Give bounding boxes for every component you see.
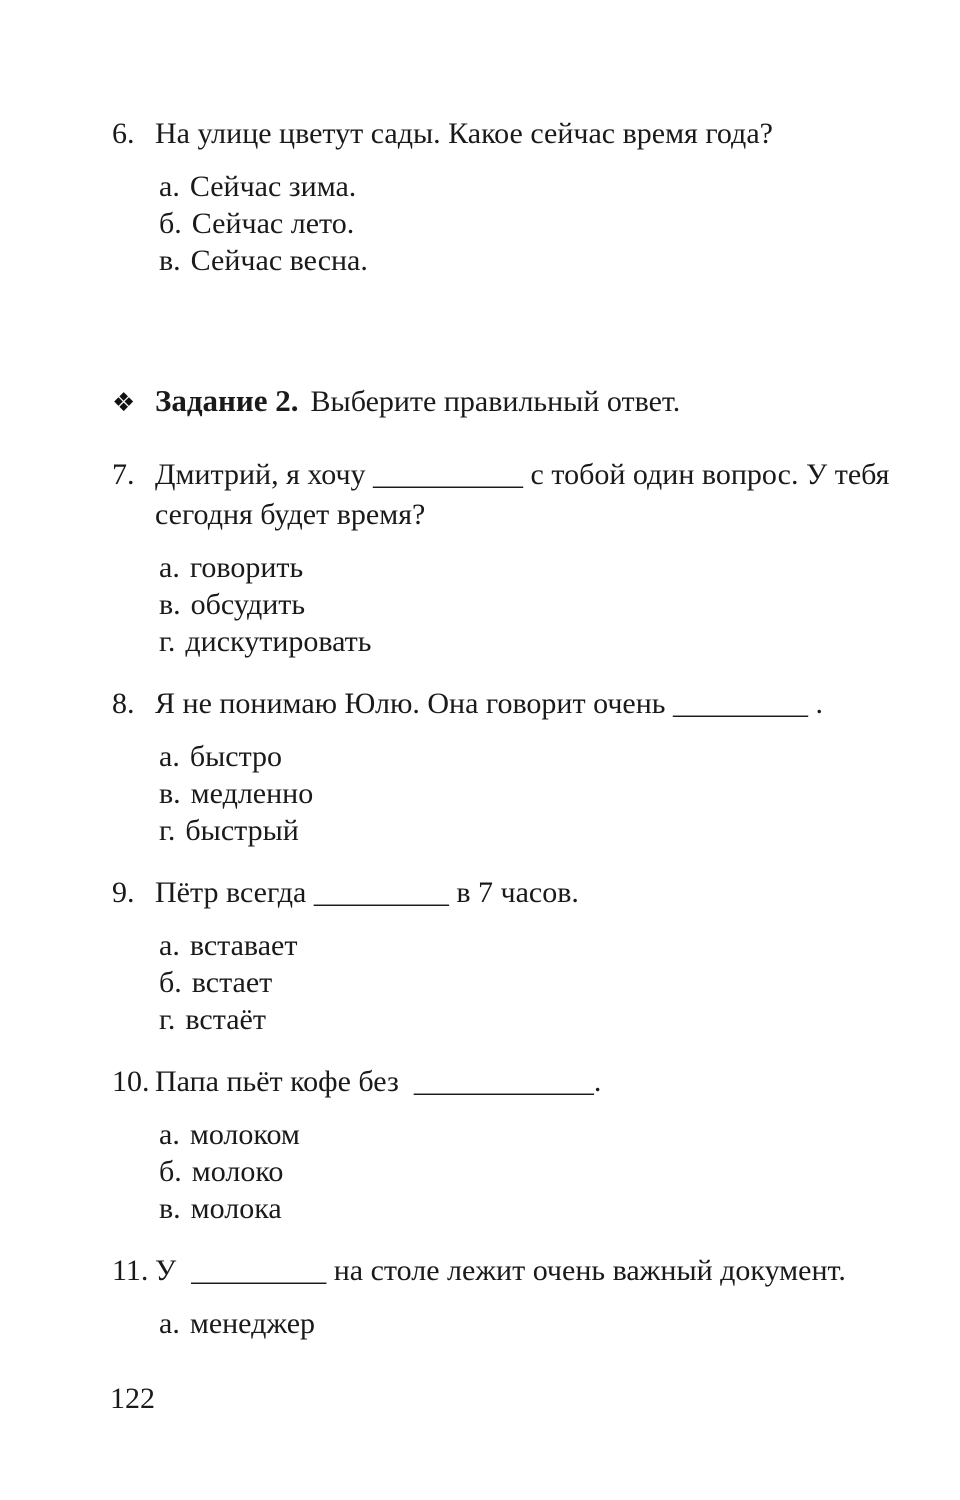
question-number: 9. — [112, 876, 135, 909]
option-letter: б. — [159, 207, 182, 240]
option-item — [159, 1190, 910, 1227]
options-list — [159, 1305, 910, 1342]
option-letter: г. — [159, 625, 176, 658]
option-item — [159, 812, 910, 849]
question-body — [155, 1062, 910, 1227]
option-item — [159, 775, 910, 812]
option-text: менеджер — [189, 1307, 316, 1340]
option-letter: а. — [159, 170, 180, 203]
options-list — [159, 168, 910, 279]
option-text: вставает — [189, 929, 298, 962]
question-body — [155, 873, 910, 1038]
page-number: 122 — [110, 1382, 155, 1415]
question-9 — [112, 873, 910, 1038]
question-text: Папа пьёт кофе без ____________. — [155, 1065, 602, 1098]
option-item — [159, 623, 910, 660]
option-letter: а. — [159, 551, 180, 584]
option-text: встаёт — [185, 1003, 266, 1036]
option-text: молоко — [191, 1155, 284, 1188]
question-body — [155, 114, 910, 279]
option-text: молоком — [189, 1118, 300, 1151]
option-letter: в. — [159, 777, 181, 810]
option-text: молока — [190, 1192, 282, 1225]
option-letter: б. — [159, 1155, 182, 1188]
section-title: Задание 2. — [155, 383, 299, 418]
option-letter: г. — [159, 814, 176, 847]
question-body — [155, 1251, 910, 1342]
option-text: встает — [191, 966, 273, 999]
option-text: обсудить — [190, 588, 306, 621]
question-text: У _________ на столе лежит очень важный документ. — [155, 1254, 846, 1287]
option-text: дискутировать — [185, 625, 372, 658]
option-letter: в. — [159, 1192, 181, 1225]
question-number: 8. — [112, 687, 135, 720]
question-text: Дмитрий, я хочу __________ с тобой один вопрос. У тебя сегодня будет время? — [155, 458, 890, 531]
option-text: говорить — [189, 551, 304, 584]
option-letter: г. — [159, 1003, 176, 1036]
option-text: Сейчас весна. — [190, 244, 368, 277]
options-list — [159, 738, 910, 849]
option-item — [159, 1305, 910, 1342]
option-item — [159, 1001, 910, 1038]
diamond-bullet-icon: ❖ — [112, 388, 136, 418]
option-item — [159, 549, 910, 586]
option-item — [159, 586, 910, 623]
question-text: Пётр всегда _________ в 7 часов. — [155, 876, 579, 909]
option-text: Сейчас лето. — [191, 207, 355, 240]
question-body — [155, 455, 910, 660]
question-number: 7. — [112, 458, 135, 491]
option-letter: а. — [159, 1118, 180, 1151]
option-item — [159, 738, 910, 775]
option-item — [159, 964, 910, 1001]
question-number: 11. — [112, 1254, 149, 1287]
option-item — [159, 168, 910, 205]
option-letter: а. — [159, 929, 180, 962]
section-header — [112, 379, 910, 425]
question-10 — [112, 1062, 910, 1227]
option-item — [159, 242, 910, 279]
option-letter: а. — [159, 1307, 180, 1340]
question-number: 10. — [112, 1065, 150, 1098]
option-letter: б. — [159, 966, 182, 999]
options-list — [159, 927, 910, 1038]
option-letter: в. — [159, 244, 181, 277]
section-instruction: Выберите правильный ответ. — [310, 385, 681, 418]
option-letter: а. — [159, 740, 180, 773]
question-7 — [112, 455, 910, 660]
option-text: быстрый — [185, 814, 299, 847]
question-number: 6. — [112, 117, 135, 150]
option-text: быстро — [189, 740, 283, 773]
options-list — [159, 1116, 910, 1227]
option-text: Сейчас зима. — [189, 170, 357, 203]
option-item — [159, 927, 910, 964]
option-item — [159, 1116, 910, 1153]
question-text: На улице цветут сады. Какое сейчас время года? — [155, 117, 773, 150]
question-text: Я не понимаю Юлю. Она говорит очень _________ . — [155, 687, 823, 720]
question-8 — [112, 684, 910, 849]
question-11 — [112, 1251, 910, 1342]
option-letter: в. — [159, 588, 181, 621]
question-6 — [112, 114, 910, 279]
options-list — [159, 549, 910, 660]
option-item — [159, 1153, 910, 1190]
option-text: медленно — [190, 777, 314, 810]
question-body — [155, 684, 910, 849]
option-item — [159, 205, 910, 242]
